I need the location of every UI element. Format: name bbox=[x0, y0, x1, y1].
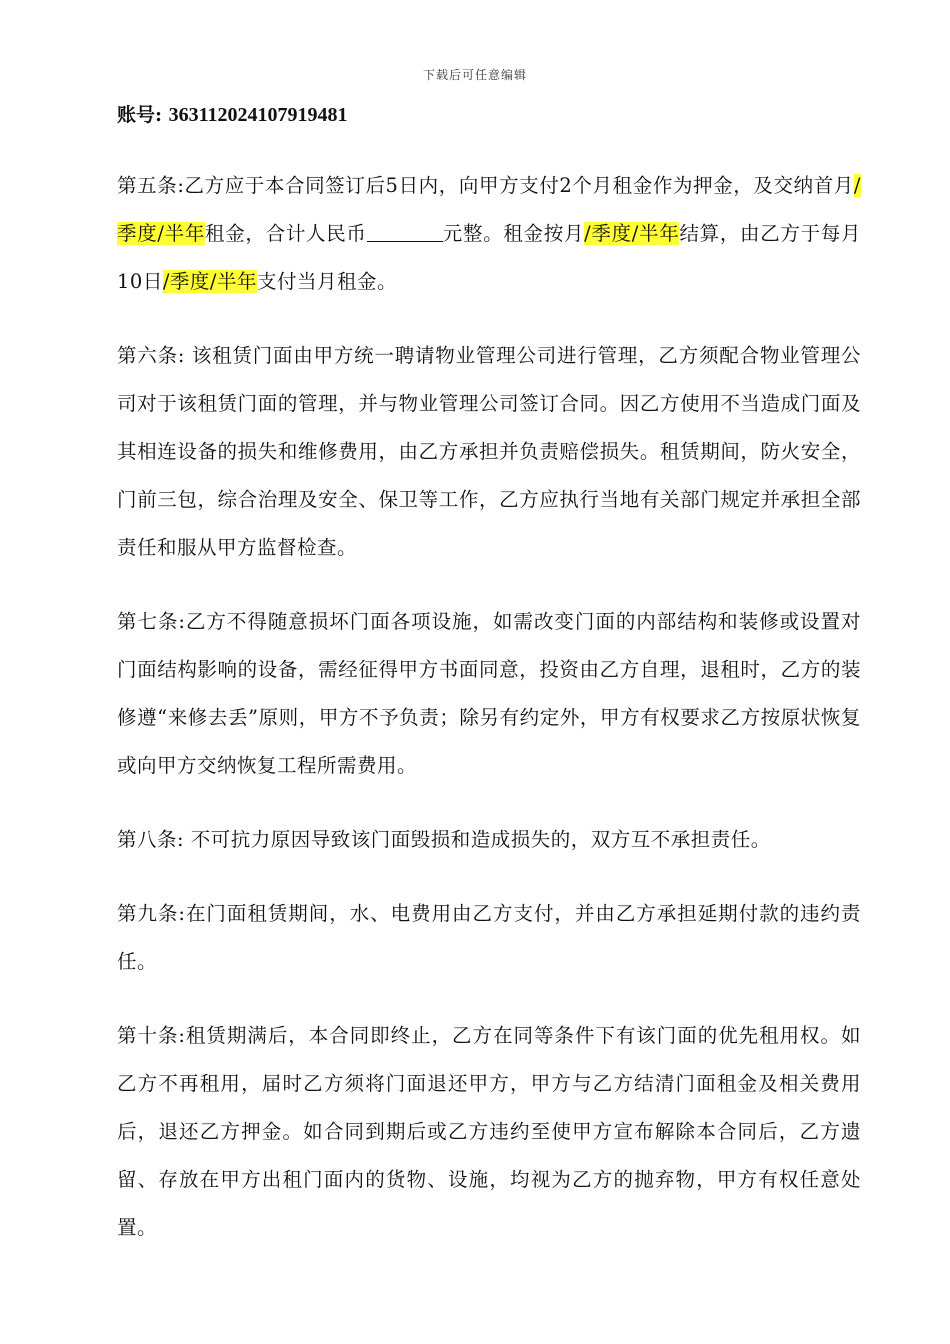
highlighted-text: /季度/半年 bbox=[117, 174, 861, 245]
account-label: 账号: bbox=[117, 104, 163, 126]
account-number: 363112024107919481 bbox=[168, 104, 348, 126]
article-text: 支付当月租金。 bbox=[256, 270, 397, 293]
highlighted-text: /季度/半年 bbox=[162, 270, 257, 293]
article-text: 第九条:在门面租赁期间，水、电费用由乙方支付，并由乙方承担延期付款的违约责任。 bbox=[117, 902, 861, 973]
article-8 bbox=[117, 816, 861, 864]
amount-blank bbox=[367, 221, 443, 242]
article-text: 第六条: 该租赁门面由甲方统一聘请物业管理公司进行管理，乙方须配合物业管理公司对于该租赁门面的管理，并与物业管理公司签订合同。因乙方使用不当造成门面及其相连设备的损失和维修费用，由乙方承担并负责赔偿损失。租赁期间，防火安全，门前三包，综合治理及安全、保卫等工作，乙方应执行当地有关部门规定并承担全部责任和服从甲方监督检查。 bbox=[117, 344, 861, 559]
article-6 bbox=[117, 332, 861, 572]
contract-articles bbox=[117, 162, 861, 1278]
article-text: 第七条:乙方不得随意损坏门面各项设施，如需改变门面的内部结构和装修或设置对门面结构影响的设备，需经征得甲方书面同意，投资由乙方自理，退租时，乙方的装修遵“来修去丢”原则，甲方不予负责；除另有约定外，甲方有权要求乙方按原状恢复或向甲方交纳恢复工程所需费用。 bbox=[117, 610, 861, 777]
article-10 bbox=[117, 1012, 861, 1252]
article-text: 第八条: 不可抗力原因导致该门面毁损和造成损失的，双方互不承担责任。 bbox=[117, 828, 771, 851]
article-text: 元整。租金按月 bbox=[442, 222, 585, 245]
account-line bbox=[117, 100, 348, 130]
article-text: 结算，由乙方于每月10日 bbox=[117, 222, 861, 293]
article-text: 租金，合计人民币 bbox=[205, 222, 367, 245]
article-5 bbox=[117, 162, 861, 306]
highlighted-text: /季度/半年 bbox=[584, 222, 680, 245]
article-text: 第十条:租赁期满后，本合同即终止，乙方在同等条件下有该门面的优先租用权。如乙方不再租用，届时乙方须将门面退还甲方，甲方与乙方结清门面租金及相关费用后，退还乙方押金。如合同到期后或乙方违约至使甲方宣布解除本合同后，乙方遗留、存放在甲方出租门面内的货物、设施，均视为乙方的抛弃物，甲方有权任意处置。 bbox=[117, 1024, 861, 1239]
article-text: 第五条:乙方应于本合同签订后5日内，向甲方支付2个月租金作为押金，及交纳首月 bbox=[117, 174, 854, 197]
header-note: 下载后可任意编辑 bbox=[422, 68, 527, 82]
article-7 bbox=[117, 598, 861, 790]
article-9 bbox=[117, 890, 861, 986]
